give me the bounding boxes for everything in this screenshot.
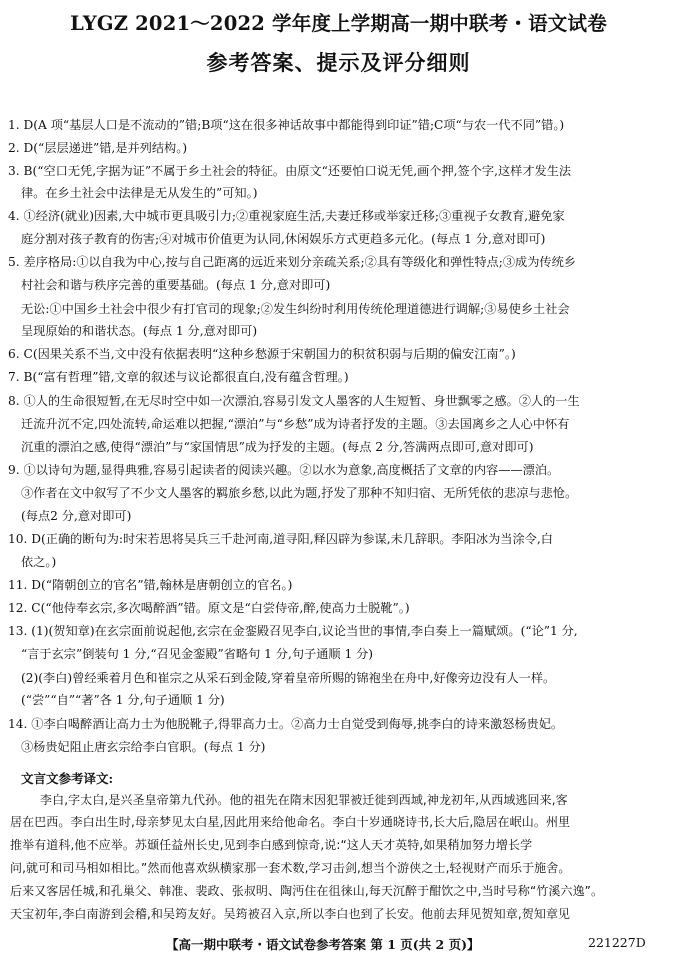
translation-line: 天宝初年,李白南游到会稽,和吴筠友好。吴筠被召入京,所以李白也到了长安。他前去拜见贺知章,贺知章见 bbox=[10, 907, 571, 921]
answer-line: 12. C(“他侍奉玄宗,多次喝醉酒”错。原文是“白尝侍帝,醉,使高力士脱靴”。) bbox=[8, 601, 410, 615]
answer-line: 迁流升沉不定,四处流转,命运难以把握,“漂泊”与“乡愁”成为诗者抒发的主题。③去国离乡之人心中怀有 bbox=[21, 417, 570, 431]
footer-doc-code: 221227D bbox=[588, 935, 646, 950]
translation-line: 推举有道科,他不应举。苏颋任益州长史,见到李白感到惊奇,说:“这人天才英特,如果稍加努力增长学 bbox=[10, 838, 533, 852]
translation-line: 后来又客居任城,和孔巢父、韩准、裴政、张叔明、陶沔住在徂徕山,每天沉醉于酣饮之中,当时号称“竹溪六逸”。 bbox=[10, 884, 604, 898]
document-subtitle: 参考答案、提示及评分细则 bbox=[206, 50, 471, 75]
translation-line: 问,就可和司马相如相比。”然而他喜欢纵横家那一套术数,学习击剑,想当个游侠之士,轻视财产而乐于施舍。 bbox=[10, 861, 571, 875]
answer-line: 无讼:①中国乡土社会中很少有打官司的现象;②发生纠纷时利用传统伦理道德进行调解;③易使乡土社会 bbox=[21, 302, 570, 316]
answer-line: 10. D(正确的断句为:时宋若思将吴兵三千赴河南,道寻阳,释囚辟为参谋,未几辞职。李阳冰为当涂令,白 bbox=[8, 532, 553, 546]
answer-line: 13. (1)(贺知章)在玄宗面前说起他,玄宗在金銮殿召见李白,议论当世的事情,李白奏上一篇赋颂。(“论”1 分, bbox=[8, 624, 578, 638]
answer-line: 沉重的漂泊之感,使得“漂泊”与“家国情思”成为抒发的主题。(每点 2 分,答满两点即可,意对即可) bbox=[21, 440, 534, 454]
answer-line: 1. D(A 项“基层人口是不流动的”错;B项“这在很多神话故事中都能得到印证”错;C项“与农一代不同”错。) bbox=[8, 118, 565, 132]
answer-line: ③作者在文中叙写了不少文人墨客的羁旅乡愁,以此为题,抒发了那种不知归宿、无所凭依的悲凉与悲怆。 bbox=[21, 486, 578, 500]
translation-line: 居在巴西。李白出生时,母亲梦见太白星,因此用来给他命名。李白十岁通晓诗书,长大后,隐居在岷山。州里 bbox=[10, 815, 571, 829]
answer-line: 8. ①人的生命很短暂,在无尽时空中如一次漂泊,容易引发文人墨客的人生短暂、身世飘零之感。②人的一生 bbox=[8, 394, 580, 408]
answer-line: 5. 差序格局:①以自我为中心,按与自己距离的远近来划分亲疏关系;②具有等级化和弹性特点;③成为传统乡 bbox=[8, 255, 576, 269]
answer-line: ③杨贵妃阻止唐玄宗给李白官职。(每点 1 分) bbox=[21, 740, 266, 754]
answer-line: 3. B(“空口无凭,字据为证”不属于乡土社会的特征。由原文“还要怕口说无凭,画个押,签个字,这样才发生法 bbox=[8, 164, 572, 178]
answer-line: 4. ①经济(就业)因素,大中城市更具吸引力;②重视家庭生活,夫妻迁移或举家迁移;③重视子女教育,避免家 bbox=[8, 209, 565, 223]
answer-line: (每点2 分,意对即可) bbox=[21, 509, 132, 523]
answer-line: 14. ①李白喝醉酒让高力士为他脱靴子,得罪高力士。②高力士自觉受到侮辱,挑李白的诗来激怒杨贵妃。 bbox=[8, 717, 564, 731]
answer-line: 6. C(因果关系不当,文中没有依据表明“这种乡愁源于宋朝国力的积贫积弱与后期的偏安江南”。) bbox=[8, 347, 516, 361]
answer-line: 律。在乡土社会中法律是无从发生的”可知。) bbox=[21, 186, 258, 200]
answer-line: “言于玄宗”倒装句 1 分,“召见金銮殿”省略句 1 分,句子通顺 1 分) bbox=[21, 647, 374, 661]
answer-line: 7. B(“富有哲理”错,文章的叙述与议论都很直白,没有蕴含哲理。) bbox=[8, 370, 349, 384]
answer-line: 庭分割对孩子教育的伤害;④对城市价值更为认同,休闲娱乐方式更趋多元化。(每点 1 分,意对即可) bbox=[21, 232, 546, 246]
translation-line: 李白,字太白,是兴圣皇帝第九代孙。他的祖先在隋末因犯罪被迁徙到西域,神龙初年,从西域逃回来,客 bbox=[40, 793, 568, 807]
answer-line: (“尝”“自”“著”各 1 分,句子通顺 1 分) bbox=[21, 693, 225, 707]
answer-line: 依之。) bbox=[21, 555, 57, 569]
footer-page-info: 【高一期中联考・语文试卷参考答案 第 1 页(共 2 页)】 bbox=[166, 937, 480, 952]
answer-line: (2)(李白)曾经乘着月色和崔宗之从采石到金陵,穿着皇帝所赐的锦袍坐在舟中,好像旁边没有人一样。 bbox=[21, 671, 556, 685]
answer-line: 2. D(“层层递进”错,是并列结构。) bbox=[8, 141, 188, 155]
answer-line: 呈现原始的和谐状态。(每点 1 分,意对即可) bbox=[21, 324, 258, 338]
answer-line: 村社会和谐与秩序完善的重要基础。(每点 1 分,意对即可) bbox=[21, 278, 331, 292]
document-title: LYGZ 2021～2022 学年度上学期高一期中联考・语文试卷 bbox=[70, 12, 607, 35]
answer-line: 9. ①以诗句为题,显得典雅,容易引起读者的阅读兴趣。②以水为意象,高度概括了文章的内容——漂泊。 bbox=[8, 463, 560, 477]
answer-line: 11. D(“隋朝创立的官名”错,翰林是唐朝创立的官名。) bbox=[8, 578, 293, 592]
translation-heading: 文言文参考译文: bbox=[21, 771, 114, 786]
